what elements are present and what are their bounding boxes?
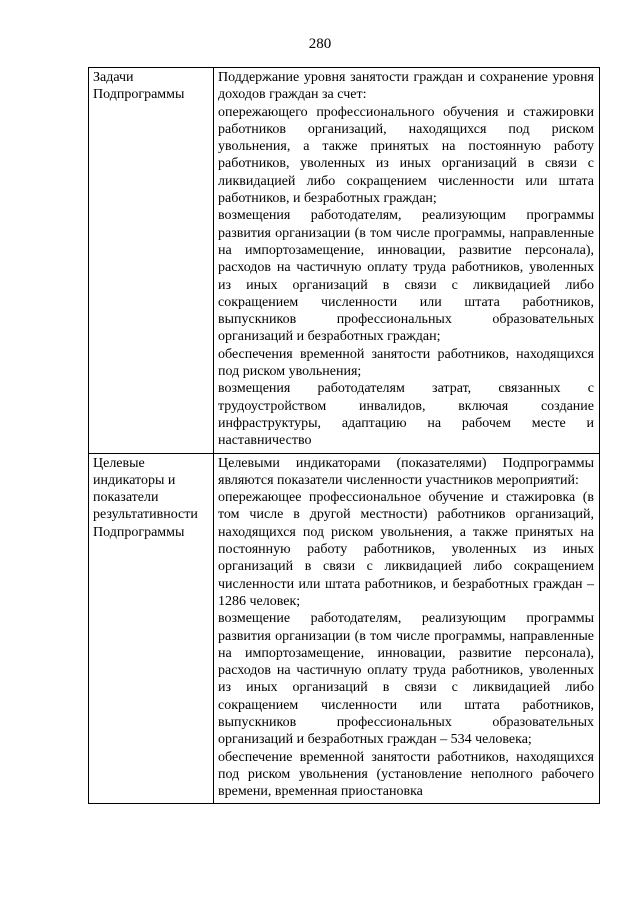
paragraph: возмещения работодателям затрат, связанных с трудоустройством инвалидов, включая создание инфраструктуры, адаптацию на рабочем месте и наставничество	[218, 381, 594, 449]
tasks-row-content	[214, 68, 600, 454]
paragraph: опережающее профессиональное обучение и стажировка (в том числе в другой местности) работников организаций, находящихся под риском увольнения, а также принятых на постоянную работу работников, уволенных из иных организаций в связи с ликвидацией либо сокращением численности или штата работников, и безработных граждан – 1286 человек;	[218, 490, 594, 609]
paragraph: Поддержание уровня занятости граждан и сохранение уровня доходов граждан за счет:	[218, 70, 594, 103]
paragraph: Целевыми индикаторами (показателями) Подпрограммы являются показатели численности участников мероприятий:	[218, 455, 594, 488]
table-row-tasks	[89, 68, 600, 454]
paragraph: возмещение работодателям, реализующим программы развития организации (в том числе программы, направленные на импортозамещение, инновации, развитие персонала), расходов на частичную оплату труда работников, уволенных из иных организаций в связи с ликвидацией либо сокращением численности или штата работников, выпускников профессиональных образовательных организаций и безработных граждан – 534 человека;	[218, 611, 594, 748]
paragraph: обеспечения временной занятости работников, находящихся под риском увольнения;	[218, 346, 594, 380]
table-row-indicators	[89, 453, 600, 804]
paragraph: опережающего профессионального обучения и стажировки работников организаций, находящихся под риском увольнения, а также принятых на постоянную работу работников, уволенных из иных организаций в связи с ликвидацией либо сокращением численности или штата работников, и безработных граждан;	[218, 104, 594, 207]
page-number: 280	[308, 36, 332, 52]
paragraph: возмещения работодателям, реализующим программы развития организации (в том числе программы, направленные на импортозамещение, инновации, развитие персонала), расходов на частичную оплату труда работников, уволенных из иных организаций в связи с ликвидацией либо сокращением численности или штата работников, выпускников профессиональных образовательных организаций и безработных граждан;	[218, 208, 594, 345]
indicators-row-label: Целевые индикаторы и показатели результативности Подпрограммы	[89, 453, 214, 804]
indicators-row-content	[214, 453, 600, 804]
tasks-row-label: Задачи Подпрограммы	[89, 68, 214, 454]
paragraph: обеспечение временной занятости работников, находящихся под риском увольнения (установление неполного рабочего времени, временная приостановка	[218, 749, 594, 800]
subprogram-table	[88, 67, 600, 804]
